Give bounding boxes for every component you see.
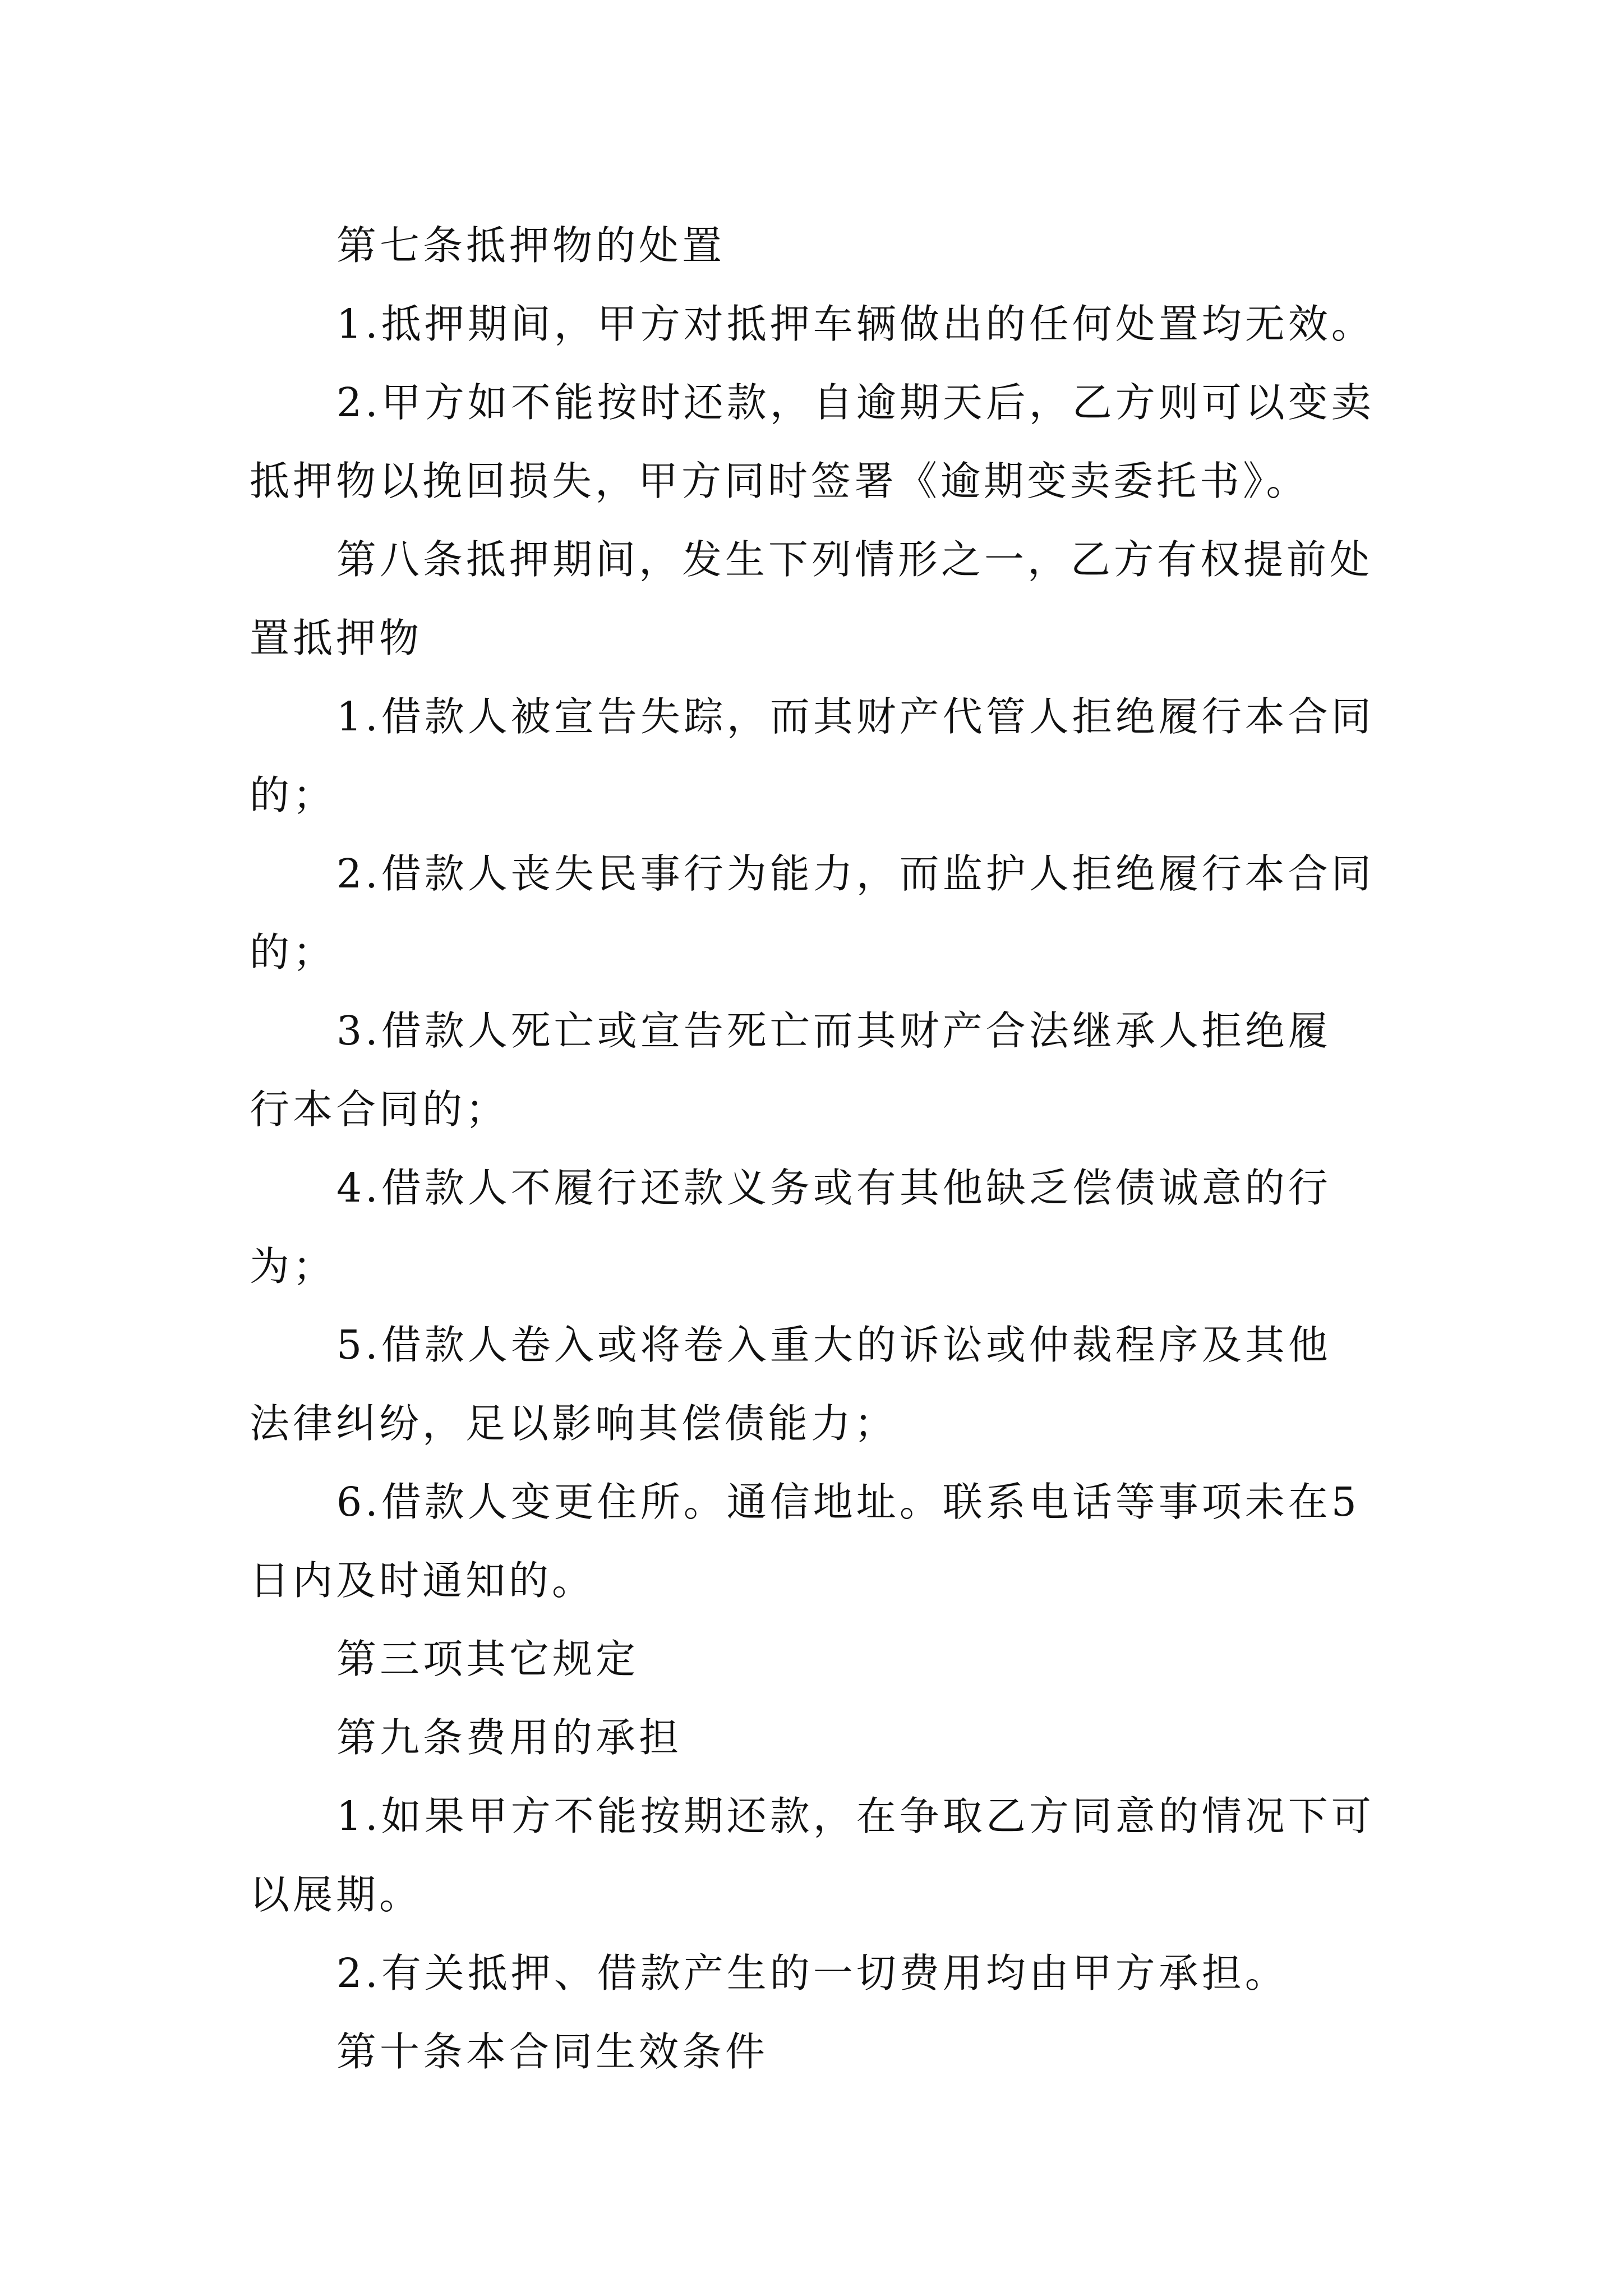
text-line: 2.有关抵押、借款产生的一切费用均由甲方承担。 <box>336 1950 1288 1996</box>
text-line: 的； <box>250 772 336 818</box>
text-line: 抵押物以挽回损失，甲方同时签署《逾期变卖委托书》。 <box>250 458 1310 504</box>
text-line: 6.借款人变更住所。通信地址。联系电话等事项未在5 <box>336 1479 1360 1525</box>
text-line: 4.借款人不履行还款义务或有其他缺乏偿债诚意的行 <box>336 1165 1331 1211</box>
text-line: 第十条本合同生效条件 <box>336 2028 769 2075</box>
text-line: 1.如果甲方不能按期还款，在争取乙方同意的情况下可 <box>336 1793 1375 1839</box>
text-line: 以展期。 <box>250 1871 423 1918</box>
text-line: 2.借款人丧失民事行为能力，而监护人拒绝履行本合同 <box>336 850 1375 897</box>
text-line: 行本合同的； <box>250 1086 509 1133</box>
text-line: 3.借款人死亡或宣告死亡而其财产合法继承人拒绝履 <box>336 1007 1331 1054</box>
text-line: 法律纠纷，足以影响其偿债能力； <box>250 1400 898 1447</box>
text-line: 第三项其它规定 <box>336 1636 639 1682</box>
document-body <box>250 206 1382 2091</box>
text-line: 日内及时通知的。 <box>250 1557 596 1604</box>
text-line: 为； <box>250 1243 336 1290</box>
text-line: 第七条抵押物的处置 <box>336 222 726 269</box>
text-line: 的； <box>250 929 336 976</box>
text-line: 2.甲方如不能按时还款，自逾期天后，乙方则可以变卖 <box>336 379 1375 426</box>
text-line: 置抵押物 <box>250 615 423 661</box>
text-line: 第九条费用的承担 <box>336 1714 683 1761</box>
text-line: 5.借款人卷入或将卷入重大的诉讼或仲裁程序及其他 <box>336 1322 1331 1368</box>
text-line: 1.抵押期间，甲方对抵押车辆做出的任何处置均无效。 <box>336 301 1375 347</box>
text-line: 1.借款人被宣告失踪，而其财产代管人拒绝履行本合同 <box>336 693 1375 740</box>
text-line: 第八条抵押期间，发生下列情形之一，乙方有权提前处 <box>336 536 1373 583</box>
